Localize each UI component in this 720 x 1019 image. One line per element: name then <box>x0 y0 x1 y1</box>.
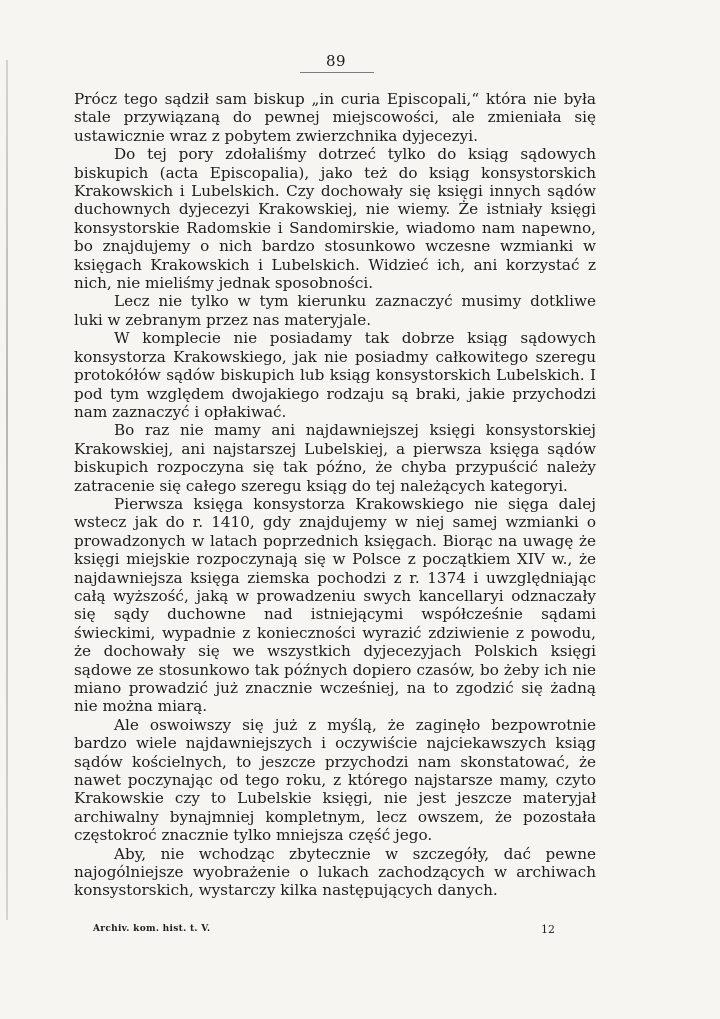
paragraph: Aby, nie wchodząc zbytecznie w szczegóły, dać pewne najogólniejsze wyobrażenie o lukach zachodzących w archiwach konsystorskich, wystarczy kilka następujących danych. <box>74 844 596 900</box>
paragraph: Do tej pory zdołaliśmy dotrzeć tylko do ksiąg sądowych biskupich (acta Episcopalia), jako też do ksiąg konsystorskich Krakowskich i Lubelskich. Czy dochowały się księgi innych sądów duchownych dyjecezyi Krakowskiej, nie wiemy. Że istniały księgi konsystorskie Radomskie i Sandomirskie, wiadomo nam napewno, bo znajdujemy o nich bardzo stosunkowo wczesne wzmianki w księgach Krakowskich i Lubelskich. Widzieć ich, ani korzystać z nich, nie mieliśmy jednak sposobności. <box>74 145 596 293</box>
body-text <box>74 90 596 900</box>
page-number: 89 <box>326 52 347 70</box>
paragraph: Ale oswoiwszy się już z myślą, że zaginęło bezpowrotnie bardzo wiele najdawniejszych i oczywiście najciekawszych ksiąg sądów kościelnych, to jeszcze przychodzi nam skonstatować, że nawet poczynając od tego roku, z którego najstarsze mamy, czyto Krakowskie czy to Lubelskie księgi, nie jest jeszcze materyjał archiwalny bynajmniej kompletnym, lecz owszem, że pozostała częstokroć znacznie tylko mniejsza część jego. <box>74 715 596 845</box>
footer-signature: Archiv. kom. hist. t. V. <box>93 924 211 934</box>
binding-edge <box>6 60 8 920</box>
page-number-rule <box>300 72 374 73</box>
paragraph: Pierwsza księga konsystorza Krakowskiego nie sięga dalej wstecz jak do r. 1410, gdy znajdujemy w niej samej wzmianki o prowadzonych w latach poprzednich księgach. Biorąc na uwagę że księgi miejskie rozpoczynają się w Polsce z początkiem XIV w., że najdawniejsza księga ziemska pochodzi z r. 1374 i uwzględniając całą wyższość, jaką w prowadzeniu swych kancellaryi odznaczały się sądy duchowne nad istniejącymi współcześnie sądami świeckimi, wypadnie z konieczności wyrazić zdziwienie z powodu, że dochowały się we wszystkich dyjecezyjach Polskich księgi sądowe ze stosunkowo tak późnych dopiero czasów, bo żeby ich nie miano prowadzić już znacznie wcześniej, na to zgodzić się żadną nie można miarą. <box>74 494 596 716</box>
footer-sheet-number: 12 <box>541 923 555 936</box>
paragraph: W komplecie nie posiadamy tak dobrze ksiąg sądowych konsystorza Krakowskiego, jak nie posiadmy całkowitego szeregu protokółów sądów biskupich lub ksiąg konsystorskich Lubelskich. I pod tym względem dwojakiego rodzaju są braki, jakie przychodzi nam zaznaczyć i opłakiwać. <box>74 329 596 421</box>
paragraph: Lecz nie tylko w tym kierunku zaznaczyć musimy dotkliwe luki w zebranym przez nas materyjale. <box>74 292 596 329</box>
paragraph: Prócz tego sądził sam biskup „in curia Episcopali,“ która nie była stale przywiązaną do pewnej miejscowości, ale zmieniała się ustawicznie wraz z pobytem zwierzchnika dyjecezyi. <box>74 90 596 145</box>
paragraph: Bo raz nie mamy ani najdawniejszej księgi konsystorskiej Krakowskiej, ani najstarszej Lubelskiej, a pierwsza księga sądów biskupich rozpoczyna się tak późno, że chyba przypuścić należy zatracenie się całego szeregu ksiąg do tej należących kategoryi. <box>74 421 596 495</box>
